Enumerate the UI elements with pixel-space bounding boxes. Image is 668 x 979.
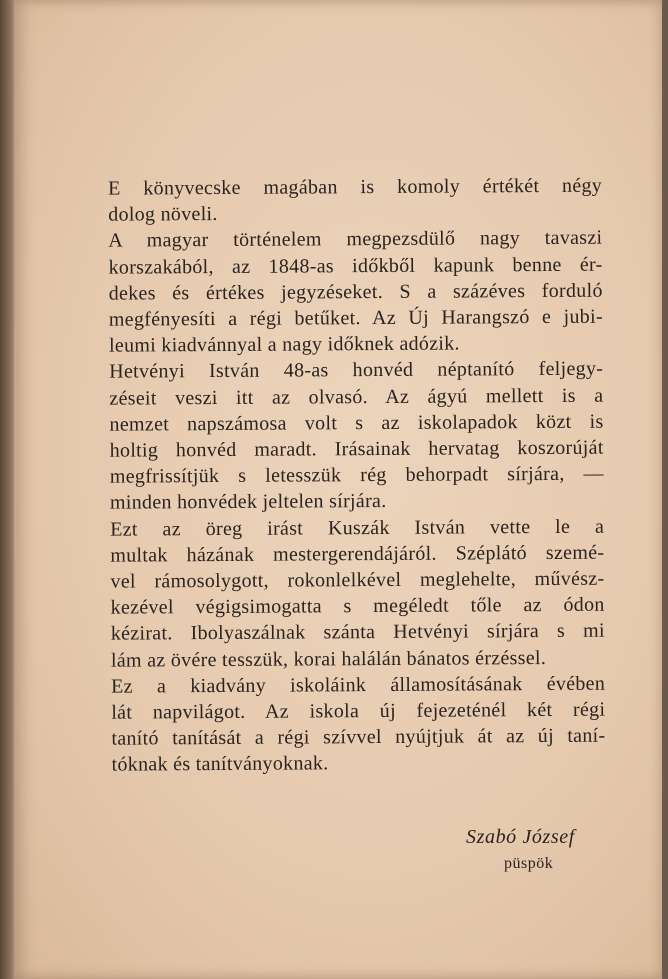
text-line: dekes és értékes jegyzéseket. S a százéves forduló <box>108 279 603 305</box>
text-line: zéseit veszi itt az olvasó. Az ágyú mellett is a <box>109 384 604 410</box>
text-line: lát napvilágot. Az iskola új fejezeténél két régi <box>111 698 606 724</box>
paragraph <box>57 671 606 779</box>
paragraph <box>55 356 604 517</box>
signature-name: Szabó József <box>466 826 575 848</box>
text-line: minden honvédek jeltelen sírjára. <box>109 490 387 515</box>
text-line: korszakából, az 1848-as időkből kapunk benne ér- <box>108 253 603 279</box>
text-line: kezével végigsimogatta s megéledt tőle az ódon <box>110 593 605 619</box>
paragraph <box>54 173 602 229</box>
text-line: A magyar történelem megpezsdülő nagy tavaszi <box>108 227 603 253</box>
text-line: Ezt az öreg irást Kuszák István vette le a <box>110 515 605 541</box>
text-line: multak házának mestergerendájáról. Széplátó szemé- <box>110 541 605 567</box>
text-line: lám az övére tesszük, korai halálán bánatos érzéssel. <box>110 646 547 672</box>
signature-title: püspök <box>504 855 554 872</box>
paragraph <box>54 225 603 359</box>
text-line: megfrissítjük s letesszük rég behorpadt sírjára, — <box>109 462 604 488</box>
text-line: tóknak és tanítványoknak. <box>111 752 329 777</box>
text-line: dolog növeli. <box>108 203 218 226</box>
text-line: leumi kiadvánnyal a nagy időknek adózik. <box>108 332 460 357</box>
paragraph <box>56 513 605 674</box>
text-line: vel rámosolygott, rokonlelkével meglehelte, művész- <box>110 567 605 593</box>
body-text <box>54 173 606 779</box>
text-line: Hetvényi István 48-as honvéd néptanító feljegy- <box>109 358 604 384</box>
text-line: megfényesíti a régi betűket. Az Új Harangszó e jubi- <box>108 305 603 331</box>
book-page <box>14 0 662 979</box>
text-line: E könyvecske magában is komoly értékét négy <box>108 174 603 200</box>
text-line: nemzet napszámosa volt s az iskolapadok közt is <box>109 410 604 436</box>
text-line: Ez a kiadvány iskoláink államosításának évében <box>111 672 606 698</box>
text-line: tanító tanítását a régi szívvel nyújtjuk át az új taní- <box>111 724 606 750</box>
text-line: holtig honvéd maradt. Irásainak hervatag koszorúját <box>109 436 604 462</box>
text-line: kézirat. Ibolyaszálnak szánta Hetvényi sírjára s mi <box>110 620 605 646</box>
